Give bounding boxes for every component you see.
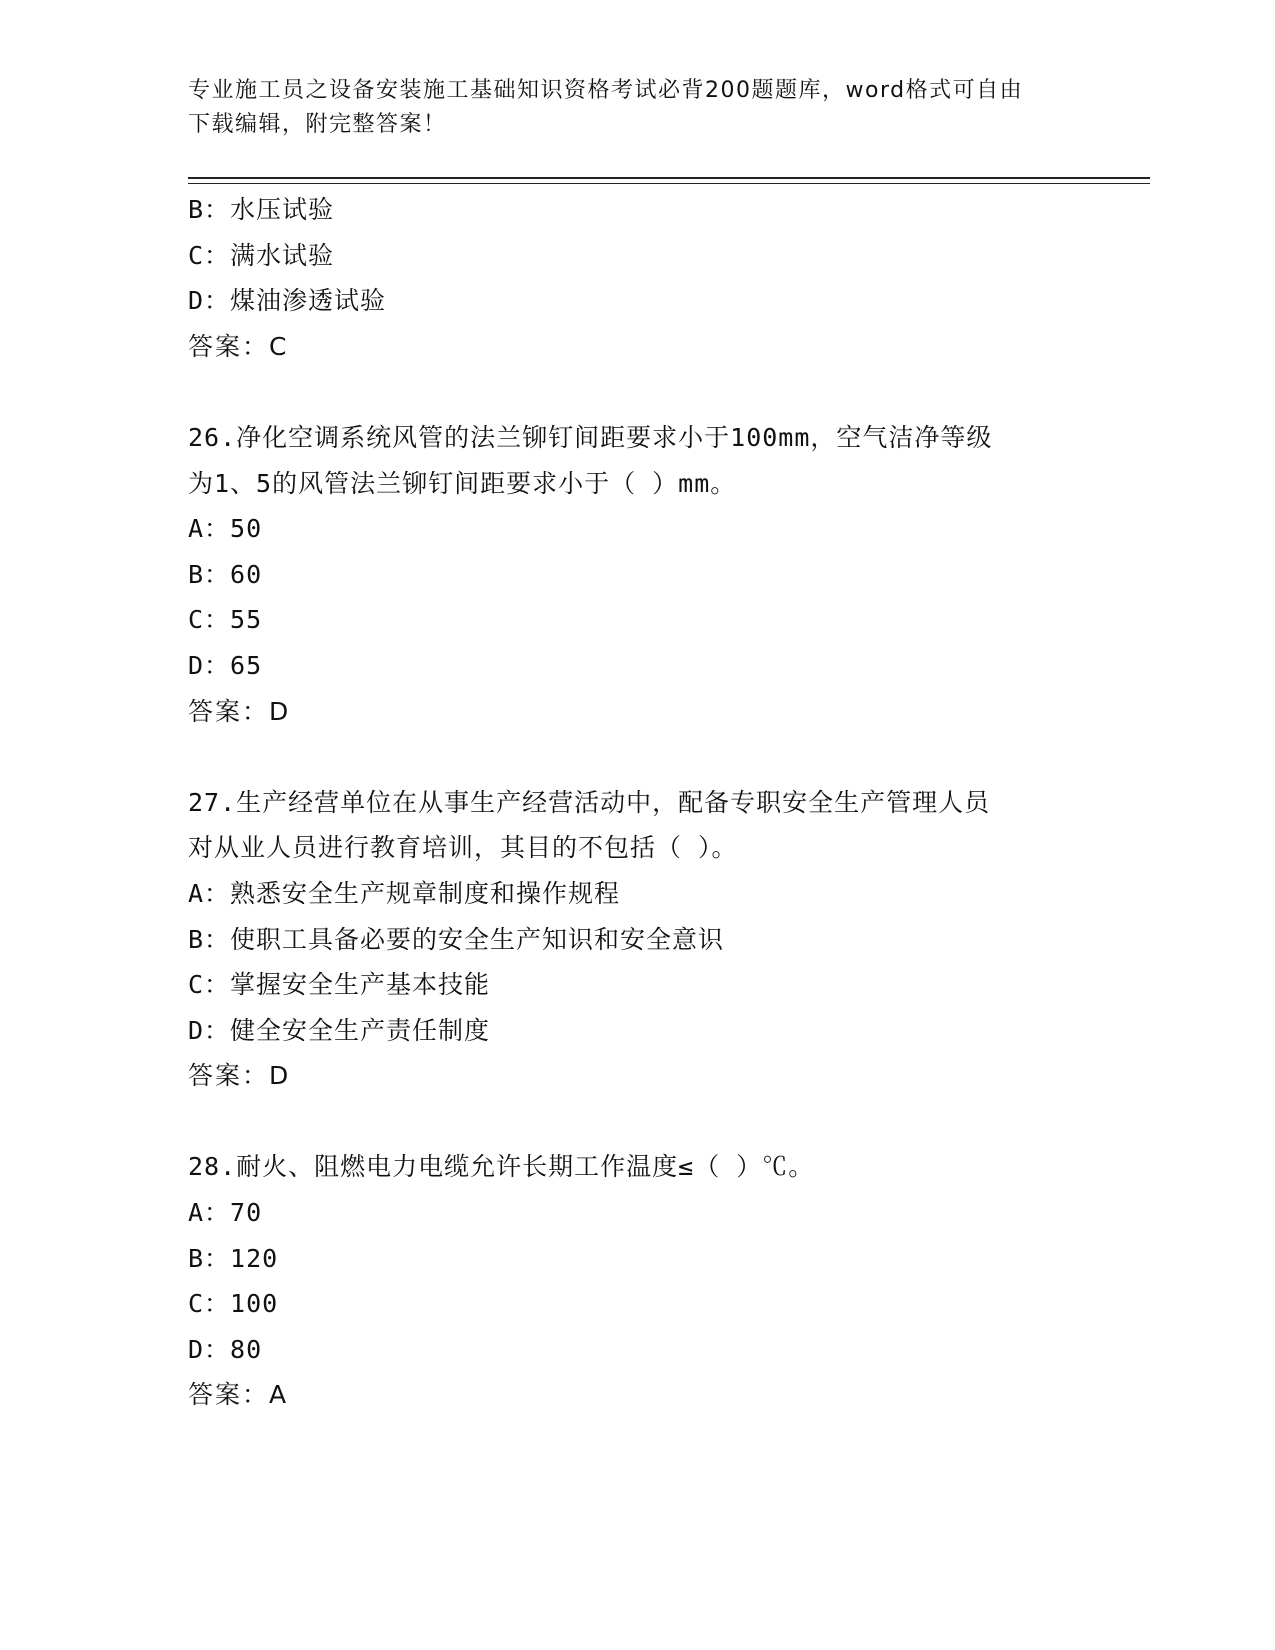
option-c: C：满水试验 — [188, 240, 335, 270]
option-b: B：120 — [188, 1243, 279, 1273]
header-rule-thin — [188, 183, 1150, 184]
header-rule-thick — [188, 177, 1150, 179]
header-line-2: 下载编辑，附完整答案！ — [188, 112, 447, 137]
spacer — [188, 369, 1088, 415]
answer: 答案：D — [188, 1061, 291, 1091]
option-b: B：水压试验 — [188, 195, 335, 224]
option-c: C：掌握安全生产基本技能 — [188, 970, 491, 1000]
answer: 答案：A — [188, 1380, 289, 1410]
answer: 答案：D — [188, 696, 291, 726]
option-a: A：70 — [188, 1198, 263, 1228]
spacer — [188, 1099, 1088, 1145]
question-text-line-2: 对从业人员进行教育培训，其目的不包括（ ）。 — [188, 833, 738, 863]
option-d: D：80 — [188, 1334, 263, 1364]
option-d: D：煤油渗透试验 — [188, 286, 387, 316]
option-d: D：健全安全生产责任制度 — [188, 1015, 491, 1045]
spacer — [188, 734, 1088, 780]
option-c: C：55 — [188, 605, 263, 635]
option-a: A：熟悉安全生产规章制度和操作规程 — [188, 878, 621, 908]
question-25-continued — [188, 187, 1088, 369]
option-b: B：使职工具备必要的安全生产知识和安全意识 — [188, 924, 725, 954]
question-text-line-2: 为1、5的风管法兰铆钉间距要求小于（ ）mm。 — [188, 468, 737, 498]
question-26 — [188, 415, 1088, 734]
header-line-1: 专业施工员之设备安装施工基础知识资格考试必背200题题库，word格式可自由 — [188, 78, 1024, 103]
option-a: A：50 — [188, 514, 263, 544]
question-text-line-1: 27.生产经营单位在从事生产经营活动中，配备专职安全生产管理人员 — [188, 787, 991, 817]
question-28 — [188, 1144, 1088, 1418]
question-text-line-1: 28.耐火、阻燃电力电缆允许长期工作温度≤（ ）℃。 — [188, 1152, 815, 1182]
question-list — [188, 187, 1088, 1418]
question-text-line-1: 26.净化空调系统风管的法兰铆钉间距要求小于100mm，空气洁净等级 — [188, 422, 993, 452]
answer: 答案：C — [188, 331, 289, 361]
option-d: D：65 — [188, 650, 263, 680]
option-b: B：60 — [188, 559, 263, 589]
option-c: C：100 — [188, 1289, 279, 1319]
question-27 — [188, 780, 1088, 1099]
document-header — [188, 74, 1078, 142]
